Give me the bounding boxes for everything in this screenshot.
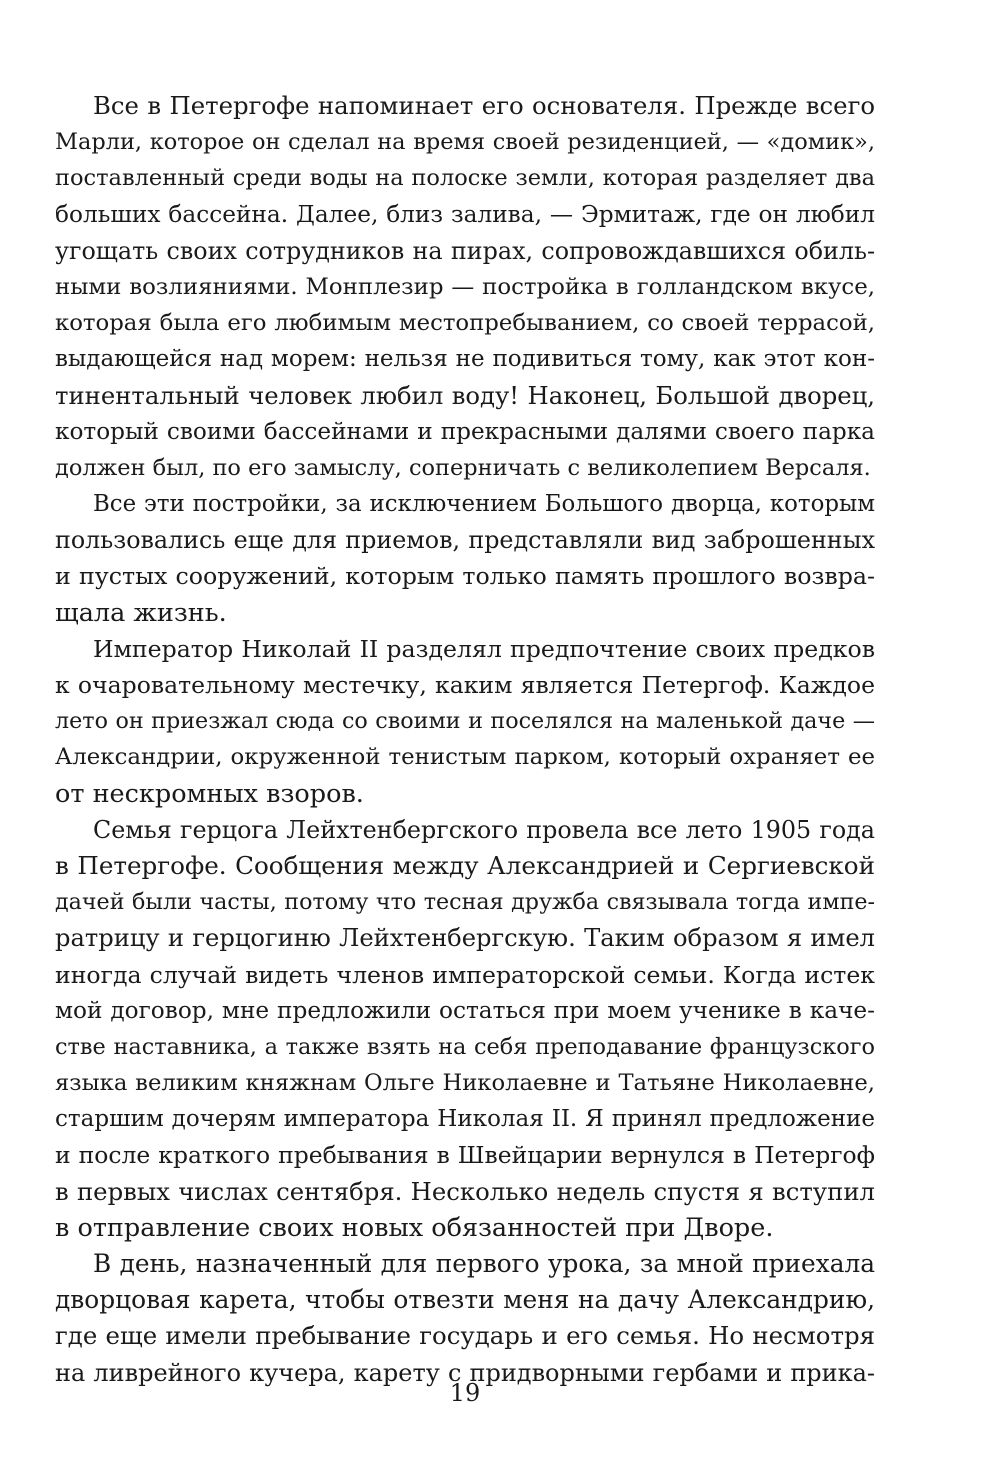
text-line: тинентальный человек любил воду! Наконец, Большой дворец, [55,380,875,410]
text-line: выдающейся над морем: нельзя не подивиться тому, как этот кон- [55,346,875,373]
text-line: должен был, по его замыслу, соперничать с великолепием Версаля. [55,454,871,481]
text-line: лето он приезжал сюда со своими и поселялся на маленькой даче — [55,708,875,735]
text-line: мой договор, мне предложили остаться при моем ученике в каче- [55,996,875,1024]
text-line: дачей были часты, потому что тесная дружба связывала тогда импе- [55,889,875,916]
text-line: Александрии, окруженной тенистым парком, который охраняет ее [55,744,875,771]
text-line: дворцовая карета, чтобы отвезти меня на дачу Александрию, [55,1285,875,1315]
text-line: ными возлияниями. Монплезир — постройка в голландском вкусе, [55,273,875,300]
page-body [55,88,875,1391]
page-number: 19 [449,1379,481,1407]
text-line: В день, назначенный для первого урока, за мной приехала [93,1249,875,1278]
text-line: в первых числах сентября. Несколько недель спустя я вступил [55,1176,875,1206]
text-line: пользовались еще для приемов, представляли вид заброшенных [55,526,875,555]
text-line: Все эти постройки, за исключением Большого дворца, которым [93,491,875,518]
text-line: от нескромных взоров. [55,778,364,809]
text-line: Семья герцога Лейхтенбергского провела все лето 1905 года [93,815,875,844]
text-line: языка великим княжнам Ольге Николаевне и Татьяне Николаевне, [55,1070,875,1097]
text-line: и после краткого пребывания в Швейцарии вернулся в Петергоф [55,1141,875,1170]
text-line: больших бассейна. Далее, близ залива, — Эрмитаж, где он любил [55,200,875,228]
text-line: Марли, которое он сделал на время своей резиденцией, — «домик», [55,129,875,156]
text-line: которая была его любимым местопребыванием, со своей террасой, [55,310,875,337]
text-line: в Петергофе. Сообщения между Александрией и Сергиевской [55,850,875,880]
text-line: Император Николай II разделял предпочтение своих предков [93,634,875,663]
text-line: на ливрейного кучера, карету с придворными гербами и прика- [55,1358,875,1387]
text-line: который своими бассейнами и прекрасными далями своего парка [55,417,875,445]
text-line: старшим дочерям императора Николая II. Я принял предложение [55,1106,875,1133]
text-line: стве наставника, а также взять на себя преподавание французского [55,1033,875,1060]
paragraph-4 [55,812,875,1246]
text-line: Все в Петергофе напоминает его основателя. Прежде всего [93,91,875,120]
text-line: угощать своих сотрудников на пирах, сопровождавшихся обиль- [55,236,875,265]
paragraph-5 [55,1246,875,1391]
text-line: в отправление своих новых обязанностей при Дворе. [55,1212,774,1243]
paragraph-3 [55,631,875,812]
text-line: ратрицу и герцогиню Лейхтенбергскую. Таким образом я имел [55,924,875,953]
text-line: и пустых сооружений, которым только память прошлого возвра- [55,562,875,591]
text-line: иногда случай видеть членов императорской семьи. Когда истек [55,960,875,989]
paragraph-2 [55,486,875,631]
paragraph-1 [55,88,875,486]
text-line: щала жизнь. [55,597,227,628]
text-line: к очаровательному местечку, каким является Петергоф. Каждое [55,671,875,699]
text-line: поставленный среди воды на полоске земли, которая разделяет два [55,165,875,192]
text-line: где еще имели пребывание государь и его семья. Но несмотря [55,1321,875,1351]
